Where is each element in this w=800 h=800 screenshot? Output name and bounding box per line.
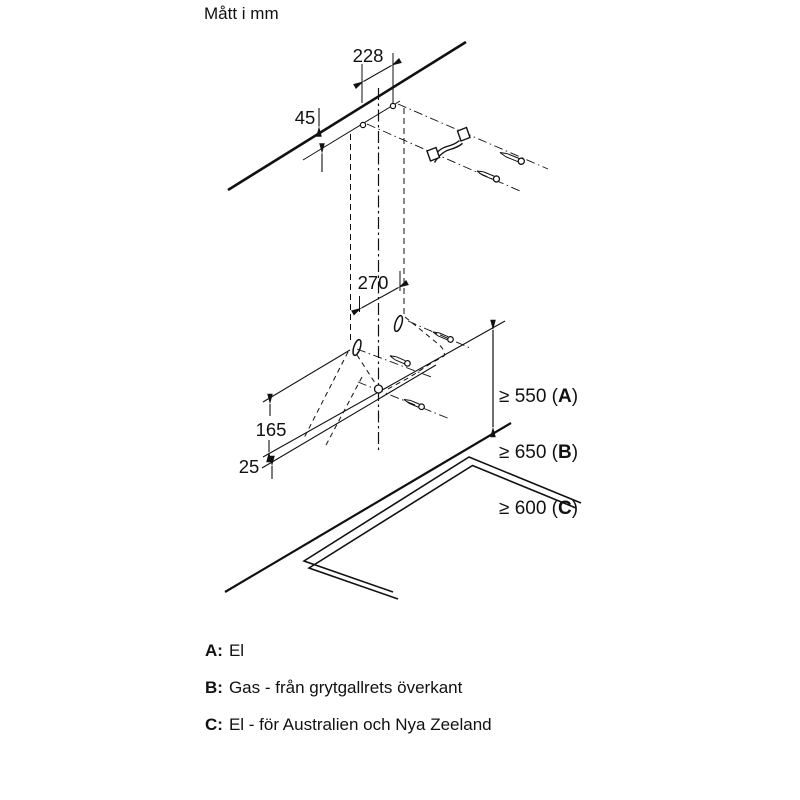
legend-text-b: Gas - från grytgallrets överkant — [228, 678, 463, 697]
dimension-165 — [256, 404, 287, 452]
counter-back-edge-line — [225, 423, 511, 592]
hood-outline-dashed — [303, 317, 444, 447]
clearance-row-c: ≥ 600 (C) — [499, 498, 579, 520]
legend-key-a: A: — [205, 641, 223, 660]
keyhole-slot-left — [351, 339, 362, 357]
sloped-wall-line — [228, 42, 466, 190]
screw-axis-lower-3 — [358, 382, 450, 419]
lower-fixing-hole — [375, 385, 383, 393]
keyhole-slot-right — [393, 315, 404, 333]
clearance-values — [499, 350, 578, 557]
legend-row-c — [205, 715, 492, 735]
diagram-title: Mått i mm — [204, 4, 279, 23]
legend-key-b: B: — [205, 678, 223, 697]
hood-bottom-edge-line — [263, 321, 505, 457]
hood-lower-edge-line — [262, 365, 436, 468]
wall-screw-icon — [499, 150, 526, 166]
dimension-label-228: 228 — [352, 45, 384, 66]
drill-hole-right — [390, 103, 395, 108]
dimension-label-45: 45 — [294, 107, 316, 128]
screw-axis-upper-right — [398, 104, 548, 169]
legend-key-c: C: — [205, 715, 223, 734]
keyhole-extension-line — [263, 350, 350, 402]
dimension-label-270: 270 — [357, 272, 389, 293]
dimension-25 — [239, 456, 272, 479]
mounting-bracket-icon — [427, 128, 470, 163]
dimension-228 — [353, 45, 393, 103]
mounting-reference-line — [303, 101, 400, 160]
dimension-label-25: 25 — [238, 456, 260, 477]
wall-screw-icon — [476, 168, 500, 183]
legend-row-b — [205, 678, 462, 698]
hood-screw-icon — [389, 353, 411, 367]
legend-row-a — [205, 641, 244, 661]
clearance-row-a: ≥ 550 (A) — [499, 385, 579, 407]
legend-text-a: El — [228, 641, 245, 660]
clearance-row-b: ≥ 650 (B) — [499, 441, 579, 463]
dimension-label-165: 165 — [255, 419, 287, 440]
legend-text-c: El - för Australien och Nya Zeeland — [228, 715, 492, 734]
drill-hole-left — [360, 122, 365, 127]
screw-axis-lower-1 — [408, 321, 470, 348]
hood-screw-icon — [403, 397, 425, 411]
